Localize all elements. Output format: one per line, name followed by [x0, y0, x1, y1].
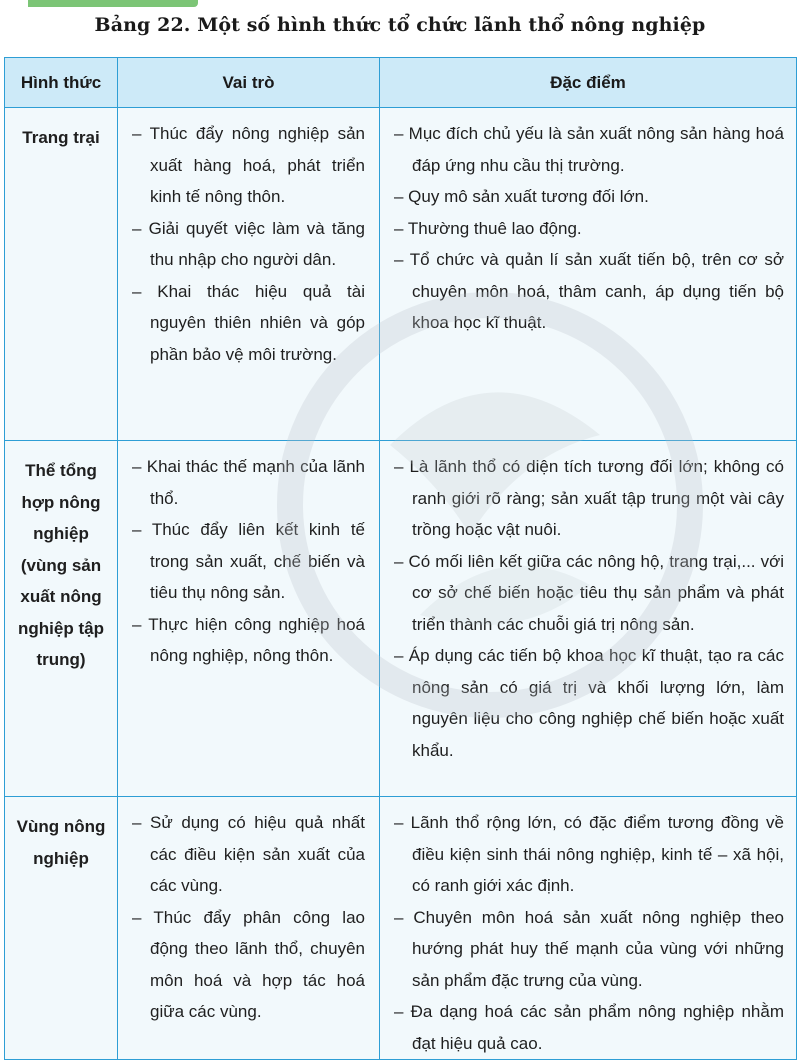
role-item: – Thúc đẩy liên kết kinh tế trong sản xuất, chế biến và tiêu thụ nông sản. — [132, 520, 365, 602]
role-item: – Khai thác hiệu quả tài nguyên thiên nhiên và góp phần bảo vệ môi trường. — [132, 281, 365, 364]
role-item: – Sử dụng có hiệu quả nhất các điều kiện sản xuất của các vùng. — [132, 813, 365, 895]
form-cell: Vùng nông nghiệp — [5, 797, 118, 1060]
feature-item: – Áp dụng các tiến bộ khoa học kĩ thuật, tạo ra các nông sản có giá trị và khối lượng lớn, làm nguyên liệu cho công nghiệp chế biến hoặc xuất khẩu. — [394, 646, 784, 760]
table-row — [5, 108, 797, 441]
table-row — [5, 441, 797, 797]
form-cell: Thể tổng hợp nông nghiệp (vùng sản xuất nông nghiệp tập trung) — [5, 441, 118, 797]
feature-item: – Quy mô sản xuất tương đối lớn. — [394, 187, 649, 206]
header-features: Đặc điểm — [380, 58, 797, 108]
features-cell — [380, 108, 797, 441]
features-cell — [380, 441, 797, 797]
header-role: Vai trò — [118, 58, 380, 108]
roles-cell — [118, 797, 380, 1060]
form-cell: Trang trại — [5, 108, 118, 441]
roles-cell — [118, 108, 380, 441]
table-title: Bảng 22. Một số hình thức tổ chức lãnh thổ nông nghiệp — [94, 14, 706, 36]
header-form: Hình thức — [5, 58, 118, 108]
feature-item: – Lãnh thổ rộng lớn, có đặc điểm tương đồng về điều kiện sinh thái nông nghiệp, kinh tế – xã hội, có ranh giới xác định. — [394, 813, 784, 895]
feature-item: – Đa dạng hoá các sản phẩm nông nghiệp nhằm đạt hiệu quả cao. — [394, 1002, 784, 1053]
role-item: – Giải quyết việc làm và tăng thu nhập cho người dân. — [132, 218, 365, 269]
role-item: – Khai thác thế mạnh của lãnh thổ. — [132, 457, 365, 508]
table-header-row — [5, 58, 797, 108]
role-item: – Thúc đẩy nông nghiệp sản xuất hàng hoá, phát triển kinh tế nông thôn. — [132, 124, 365, 206]
table-row — [5, 797, 797, 1060]
roles-cell — [118, 441, 380, 797]
header-accent-strip — [28, 0, 198, 7]
role-item: – Thực hiện công nghiệp hoá nông nghiệp, nông thôn. — [132, 614, 365, 665]
features-cell — [380, 797, 797, 1060]
feature-item: – Mục đích chủ yếu là sản xuất nông sản hàng hoá đáp ứng nhu cầu thị trường. — [394, 124, 784, 175]
feature-item: – Tổ chức và quản lí sản xuất tiến bộ, trên cơ sở chuyên môn hoá, thâm canh, áp dụng tiến bộ khoa học kĩ thuật. — [394, 250, 784, 332]
agriculture-organization-table — [4, 57, 797, 1060]
role-item: – Thúc đẩy phân công lao động theo lãnh thổ, chuyên môn hoá và hợp tác hoá giữa các vùng. — [132, 907, 365, 1021]
feature-item: – Là lãnh thổ có diện tích tương đối lớn; không có ranh giới rõ ràng; sản xuất tập trung một vài cây trồng hoặc vật nuôi. — [394, 457, 784, 539]
feature-item: – Thường thuê lao động. — [394, 218, 582, 238]
feature-item: – Có mối liên kết giữa các nông hộ, trang trại,... với cơ sở chế biến hoặc tiêu thụ sản phẩm và phát triển thành các chuỗi giá trị nông sản. — [394, 551, 784, 634]
feature-item: – Chuyên môn hoá sản xuất nông nghiệp theo hướng phát huy thế mạnh của vùng với những sản phẩm đặc trưng của vùng. — [394, 907, 784, 990]
